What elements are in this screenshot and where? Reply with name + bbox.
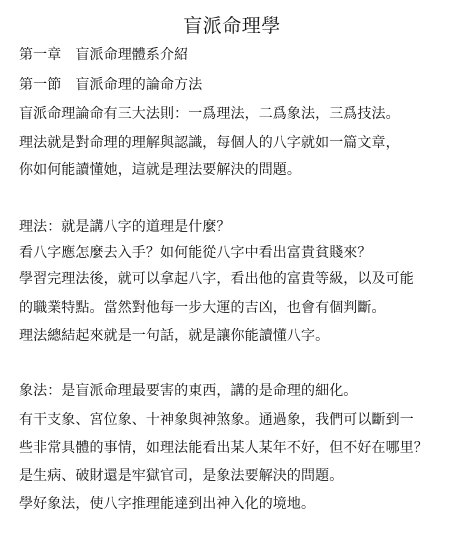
lifa-paragraph-line: 理法總結起來就是一句話，就是讓你能讀懂八字。 [19,328,330,344]
intro-line: 理法就是對命理的理解與認識，每個人的八字就如一篇文章， [19,135,400,151]
intro-line: 你如何能讀懂她，這就是理法要解決的問題。 [19,162,301,178]
xiangfa-paragraph-line: 些非常具體的事情，如理法能看出某人某年不好，但不好在哪里？ [19,440,428,456]
lifa-paragraph-line: 的職業特點。當然對他每一步大運的吉凶，也會有個判斷。 [19,300,386,316]
xiangfa-paragraph-line: 學好象法，使八字推理能達到出神入化的境地。 [19,496,316,512]
lifa-paragraph-line: 理法：就是講八字的道理是什麼？ [19,219,231,235]
chapter-heading: 第一章 盲派命理體系介紹 [19,47,189,63]
xiangfa-paragraph-line: 是生病、破財還是牢獄官司，是象法要解決的問題。 [19,468,344,484]
document-title: 盲派命理學 [183,15,281,37]
lifa-paragraph-line: 學習完理法後，就可以拿起八字，看出他的富貴等級，以及可能 [19,271,414,287]
xiangfa-paragraph-line: 有干支象、宮位象、十神象與神煞象。通過象，我們可以斷到一 [19,412,414,428]
intro-line: 盲派命理論命有三大法則：一爲理法，二爲象法，三爲技法。 [19,106,400,122]
section-heading: 第一節 盲派命理的論命方法 [19,77,203,93]
lifa-paragraph-line: 看八字應怎麼去入手？如何能從八字中看出富貴貧賤來？ [19,245,372,261]
xiangfa-paragraph-line: 象法：是盲派命理最要害的東西，講的是命理的細化。 [19,383,358,399]
